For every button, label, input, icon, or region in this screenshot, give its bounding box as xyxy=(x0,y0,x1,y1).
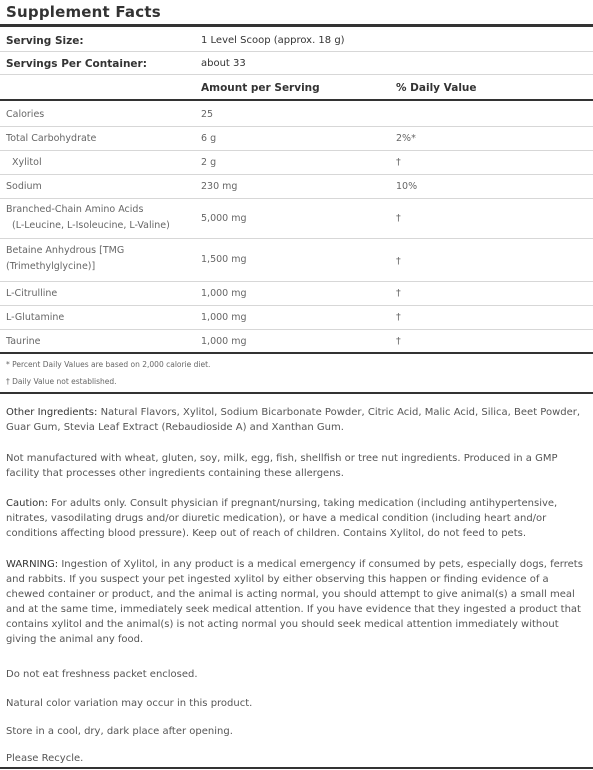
color-variation-note: Natural color variation may occur in this product. xyxy=(6,698,253,709)
nutrient-amount: 1,000 mg xyxy=(201,312,247,323)
serving-size-row xyxy=(0,29,593,52)
nutrient-name: Betaine Anhydrous [TMG xyxy=(6,245,125,256)
nutrient-amount: 5,000 mg xyxy=(201,213,247,224)
table-row xyxy=(0,306,593,330)
servings-per-container-value: about 33 xyxy=(201,58,246,69)
other-ingredients xyxy=(6,405,586,435)
table-row xyxy=(0,175,593,199)
nutrient-amount: 1,000 mg xyxy=(201,288,247,299)
caution-statement xyxy=(6,496,586,541)
nutrient-name: Taurine xyxy=(6,336,41,347)
serving-size-value: 1 Level Scoop (approx. 18 g) xyxy=(201,35,345,46)
other-ingredients-text: Natural Flavors, Xylitol, Sodium Bicarbonate Powder, Citric Acid, Malic Acid, Silica, Beet Powder, Guar Gum, Stevia Leaf Extract (Rebaudioside A) and Xanthan Gum. xyxy=(6,407,581,433)
servings-per-container-label: Servings Per Container: xyxy=(6,58,147,70)
nutrient-amount: 230 mg xyxy=(201,181,238,192)
table-row xyxy=(0,330,593,354)
footnote-dv-not-established: † Daily Value not established. xyxy=(6,377,117,386)
page-title: Supplement Facts xyxy=(6,3,161,21)
nutrient-name: Total Carbohydrate xyxy=(6,133,97,144)
nutrient-amount: 1,500 mg xyxy=(201,254,247,265)
freshness-packet-note: Do not eat freshness packet enclosed. xyxy=(6,669,198,680)
title-rule xyxy=(0,24,593,27)
other-ingredients-label: Other Ingredients: xyxy=(6,407,98,418)
serving-size-label: Serving Size: xyxy=(6,35,84,47)
amount-header: Amount per Serving xyxy=(201,82,320,94)
nutrient-dv: † xyxy=(396,157,401,168)
nutrient-dv: † xyxy=(396,312,401,323)
table-row xyxy=(0,199,593,239)
allergen-statement: Not manufactured with wheat, gluten, soy, milk, egg, fish, shellfish or tree nut ingredients. Produced in a GMP facility that processes other ingredients containing these allergens. xyxy=(6,453,558,479)
caution-text: For adults only. Consult physician if pregnant/nursing, taking medication (including antihypertensive, nitrates, vasodilating drugs and/or diuretic medication), or have a medical condition (including heart and/or conditions affecting blood pressure). Keep out of reach of children. Contains Xylitol, do not feed to pets. xyxy=(6,498,558,539)
table-row xyxy=(0,282,593,306)
nutrient-amount: 2 g xyxy=(201,157,217,168)
recycle-note: Please Recycle. xyxy=(6,753,84,764)
nutrient-subname: (L-Leucine, L-Isoleucine, L-Valine) xyxy=(12,220,170,231)
nutrient-amount: 25 xyxy=(201,109,214,120)
nutrient-name: Calories xyxy=(6,109,45,120)
nutrient-amount: 1,000 mg xyxy=(201,336,247,347)
nutrient-dv: † xyxy=(396,288,401,299)
table-row xyxy=(0,127,593,151)
caution-label: Caution: xyxy=(6,498,48,509)
table-row xyxy=(0,103,593,127)
table-row xyxy=(0,239,593,282)
nutrient-subname: (Trimethylglycine)] xyxy=(6,261,96,272)
nutrient-name: Sodium xyxy=(6,181,42,192)
nutrient-name: Branched-Chain Amino Acids xyxy=(6,204,144,215)
nutrient-dv: † xyxy=(396,213,401,224)
warning-statement xyxy=(6,557,586,647)
nutrient-dv: 2%* xyxy=(396,133,416,144)
daily-value-header: % Daily Value xyxy=(396,82,477,94)
nutrient-dv: † xyxy=(396,336,401,347)
nutrient-name: L-Citrulline xyxy=(6,288,58,299)
servings-per-container-row xyxy=(0,52,593,75)
nutrient-name: Xylitol xyxy=(12,157,42,168)
storage-note: Store in a cool, dry, dark place after opening. xyxy=(6,726,233,737)
warning-text: Ingestion of Xylitol, in any product is a medical emergency if consumed by pets, especially dogs, ferrets and rabbits. If you suspect your pet ingested xylitol by either observing this happen or finding evidence of a chewed container or product, and the animal is acting normal, you should attempt to give animal(s) a small meal and at the same time, immediately seek medical attention. If you have evidence that they ingested a product that contains xylitol and the animal(s) is not acting normal you should seek medical attention immediately without giving the animal any food. xyxy=(6,559,583,645)
footnote-rule xyxy=(0,392,593,394)
nutrient-dv: 10% xyxy=(396,181,418,192)
table-row xyxy=(0,151,593,175)
column-header-row xyxy=(0,75,593,101)
nutrient-name: L-Glutamine xyxy=(6,312,65,323)
footnote-percent-dv: * Percent Daily Values are based on 2,000 calorie diet. xyxy=(6,360,211,369)
warning-label: WARNING: xyxy=(6,559,59,570)
nutrient-amount: 6 g xyxy=(201,133,217,144)
nutrient-dv: † xyxy=(396,256,401,267)
bottom-rule xyxy=(0,767,593,769)
